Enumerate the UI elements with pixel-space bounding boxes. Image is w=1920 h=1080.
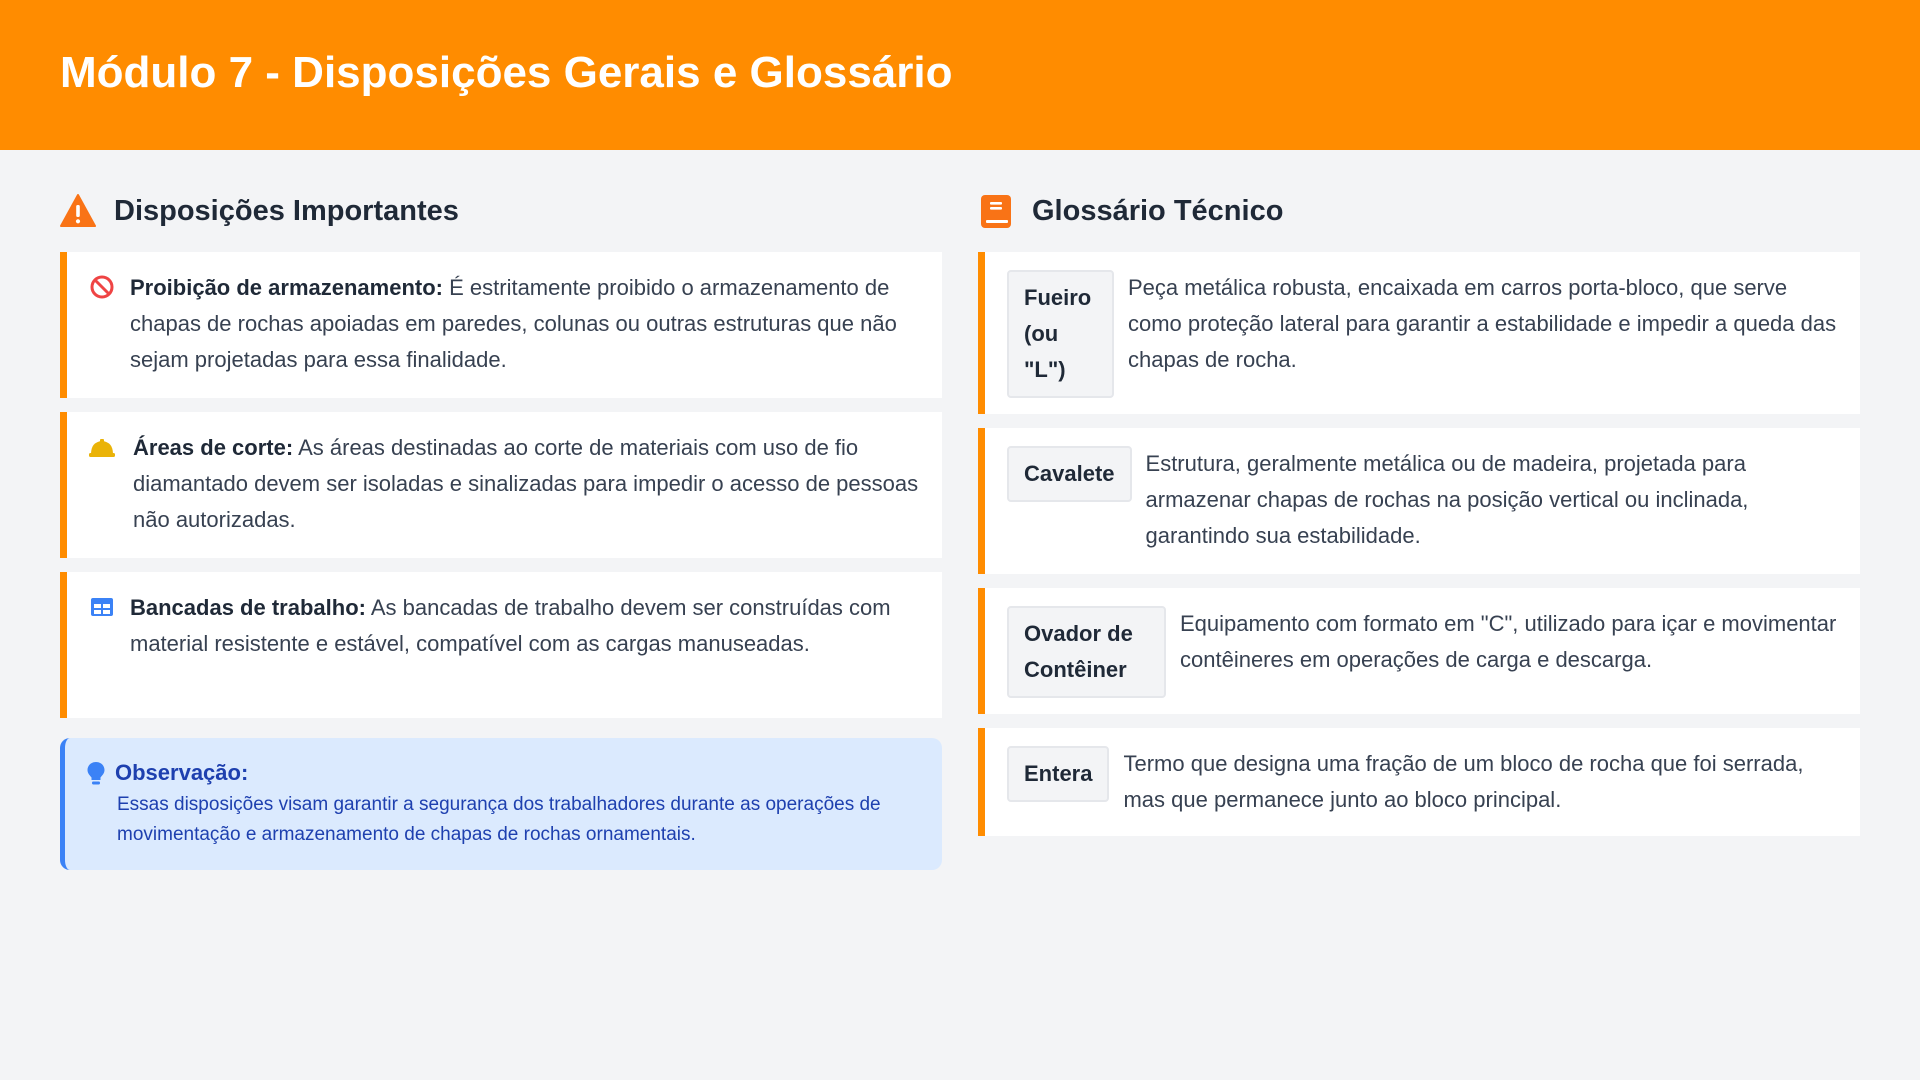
- disposition-item: [60, 572, 942, 718]
- glossary-item: [978, 728, 1860, 836]
- disposition-text: As bancadas de trabalho devem ser construídas com material resistente e estável, compatível com as cargas manuseadas.: [130, 595, 891, 656]
- glossary-term: Entera: [1007, 746, 1109, 802]
- glossary-term: Fueiro (ou "L"): [1007, 270, 1114, 398]
- glossary-heading: [978, 186, 1283, 236]
- dispositions-heading: [60, 186, 459, 236]
- disposition-text: É estritamente proibido o armazenamento de chapas de rochas apoiadas em paredes, colunas ou outras estruturas que não sejam projetadas para essa finalidade.: [130, 275, 897, 372]
- disposition-item: [60, 412, 942, 558]
- table-icon: [87, 592, 117, 622]
- disposition-text: As áreas destinadas ao corte de materiais com uso de fio diamantado devem ser isoladas e sinalizadas para impedir o acesso de pessoas não autorizadas.: [133, 435, 919, 532]
- glossary-definition: Termo que designa uma fração de um bloco de rocha que foi serrada, mas que permanece junto ao bloco principal.: [1123, 751, 1804, 812]
- disposition-label: Proibição de armazenamento:: [130, 275, 443, 300]
- glossary-definition: Equipamento com formato em "C", utilizado para içar e movimentar contêineres em operações de carga e descarga.: [1180, 611, 1837, 672]
- glossary-term: Ovador de Contêiner: [1007, 606, 1166, 698]
- disposition-item: [60, 252, 942, 398]
- warning-icon: [60, 193, 96, 229]
- glossary-definition: Estrutura, geralmente metálica ou de madeira, projetada para armazenar chapas de rochas na posição vertical ou inclinada, garantindo sua estabilidade.: [1145, 451, 1749, 548]
- page-header: [0, 0, 1920, 150]
- glossary-item: [978, 252, 1860, 414]
- disposition-label: Áreas de corte:: [133, 435, 294, 460]
- no-entry-icon: [87, 272, 117, 302]
- disposition-label: Bancadas de trabalho:: [130, 595, 366, 620]
- dispositions-title: Disposições Importantes: [114, 194, 459, 227]
- observation-text: Essas disposições visam garantir a segurança dos trabalhadores durante as operações de movimentação e armazenamento de chapas de rochas ornamentais.: [117, 794, 881, 845]
- glossary-item: [978, 588, 1860, 714]
- lightbulb-icon: [85, 760, 107, 786]
- glossary-item: [978, 428, 1860, 574]
- glossary-title: Glossário Técnico: [1032, 194, 1284, 227]
- page-title: Módulo 7 - Disposições Gerais e Glossário: [60, 48, 953, 97]
- observation-box: [60, 738, 942, 870]
- book-icon: [978, 193, 1014, 229]
- hard-hat-icon: [87, 432, 117, 462]
- glossary-term: Cavalete: [1007, 446, 1132, 502]
- glossary-definition: Peça metálica robusta, encaixada em carros porta-bloco, que serve como proteção lateral para garantir a estabilidade e impedir a queda das chapas de rocha.: [1128, 275, 1837, 372]
- observation-title: Observação:: [115, 760, 249, 785]
